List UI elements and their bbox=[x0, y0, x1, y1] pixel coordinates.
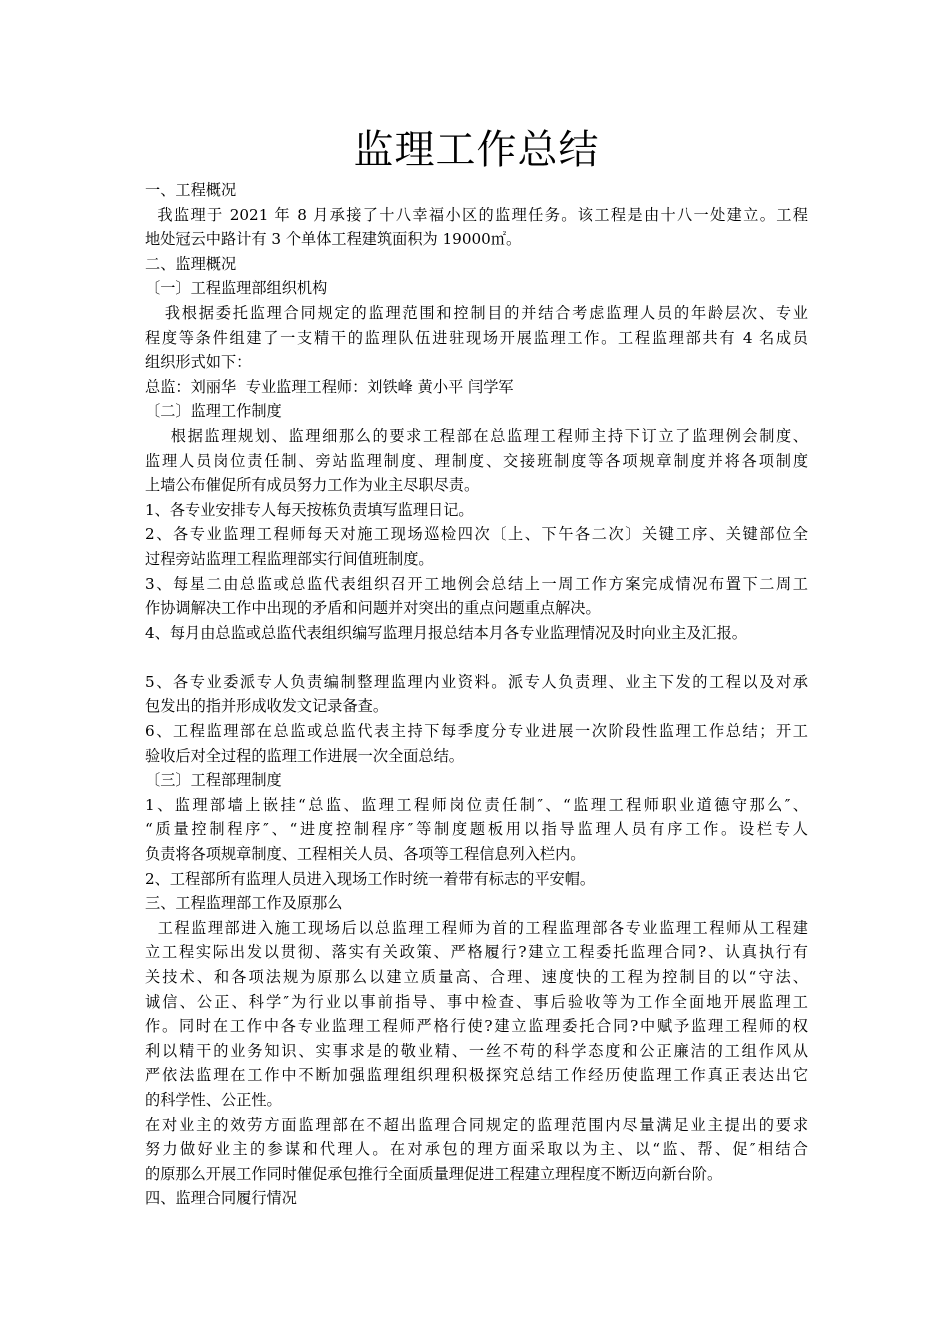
text-line: 〔三〕工程部理制度 bbox=[145, 771, 282, 790]
text-line: 程度等条件组建了一支精干的监理队伍进驻现场开展监理工作。工程监理部共有 4 名成员 bbox=[145, 328, 808, 347]
text-line: 三、工程监理部工作及原那么 bbox=[145, 894, 343, 913]
text-line: 总监：刘丽华 专业监理工程师：刘铁峰 黄小平 闫学军 bbox=[145, 377, 514, 396]
text-line: 过程旁站监理工程监理部实行间值班制度。 bbox=[145, 549, 434, 568]
text-line: 诚信、公正、科学″为行业以事前指导、事中检查、事后验收等为工作全面地开展监理工 bbox=[145, 992, 808, 1011]
text-line: 严依法监理在工作中不断加强监理组织理积极探究总结工作经历使监理工作真正表达出它 bbox=[145, 1066, 808, 1085]
text-line: 我根据委托监理合同规定的监理范围和控制目的并结合考虑监理人员的年龄层次、专业 bbox=[145, 303, 808, 322]
text-line: 监理人员岗位责任制、旁站监理制度、理制度、交接班制度等各项规章制度并将各项制度 bbox=[145, 451, 808, 470]
text-line: 负责将各项规章制度、工程相关人员、各项等工程信息列入栏内。 bbox=[145, 845, 586, 864]
text-line: 立工程实际出发以贯彻、落实有关政策、严格履行?建立工程委托监理合同?、认真执行有 bbox=[145, 943, 808, 962]
text-line: 作协调解决工作中出现的矛盾和问题并对突出的重点问题重点解决。 bbox=[145, 599, 601, 618]
text-line: 的原那么开展工作同时催促承包推行全面质量理促进工程建立理程度不断迈向新台阶。 bbox=[145, 1164, 723, 1183]
text-line: 〔二〕监理工作制度 bbox=[145, 402, 282, 421]
text-line: 二、监理概况 bbox=[145, 254, 237, 273]
text-line: 地处冠云中路计有 3 个单体工程建筑面积为 19000㎡。 bbox=[145, 230, 522, 249]
text-line: 工程监理部进入施工现场后以总监理工程师为首的工程监理部各专业监理工程师从工程建 bbox=[145, 918, 808, 937]
text-line: 上墙公布催促所有成员努力工作为业主尽职尽责。 bbox=[145, 476, 480, 495]
text-line: 关技术、和各项法规为原那么以建立质量高、合理、速度快的工程为控制目的以“守法、 bbox=[145, 968, 808, 986]
text-line: 4、每月由总监或总监代表组织编写监理月报总结本月各专业监理情况及时向业主及汇报。 bbox=[145, 623, 747, 642]
document-title: 监理工作总结 bbox=[353, 127, 600, 173]
text-line: 组织形式如下： bbox=[145, 353, 252, 372]
text-line: 1、监理部墙上嵌挂“总监、监理工程师岗位责任制″、“监理工程师职业道德守那么″、 bbox=[145, 795, 808, 814]
document-body bbox=[145, 178, 808, 1211]
text-line: 努力做好业主的参谋和代理人。在对承包的理方面采取以为主、以“监、帮、促″相结合 bbox=[145, 1140, 808, 1159]
document-page bbox=[145, 122, 808, 1211]
text-line: 作。同时在工作中各专业监理工程师严格行使?建立监理委托合同?中赋予监理工程师的权 bbox=[145, 1017, 808, 1036]
text-line: 包发出的指并形成收发文记录备查。 bbox=[145, 697, 388, 716]
text-line: 利以精干的业务知识、实事求是的敬业精、一丝不苟的科学态度和公正廉洁的工组作风从 bbox=[145, 1041, 808, 1060]
text-line: 1、各专业安排专人每天按栋负责填写监理日记。 bbox=[145, 500, 474, 519]
text-line: 我监理于 2021 年 8 月承接了十八幸福小区的监理任务。该工程是由十八一处建立。工程 bbox=[145, 205, 808, 224]
text-line: 2、工程部所有监理人员进入现场工作时统一着带有标志的平安帽。 bbox=[145, 869, 596, 888]
text-line: 验收后对全过程的监理工作进展一次全面总结。 bbox=[145, 746, 464, 765]
text-line: 一、工程概况 bbox=[145, 181, 237, 199]
text-line bbox=[145, 645, 808, 670]
text-line: 的科学性、公正性。 bbox=[145, 1090, 282, 1109]
text-line: 6、工程监理部在总监或总监代表主持下每季度分专业进展一次阶段性监理工作总结；开工 bbox=[145, 722, 808, 741]
text-line: 5、各专业委派专人负责编制整理监理内业资料。派专人负责理、业主下发的工程以及对承 bbox=[145, 672, 808, 691]
text-line: 在对业主的效劳方面监理部在不超出监理合同规定的监理范围内尽量满足业主提出的要求 bbox=[145, 1115, 808, 1134]
text-line: 3、每星二由总监或总监代表组织召开工地例会总结上一周工作方案完成情况布置下二周工 bbox=[145, 574, 808, 593]
text-line: 四、监理合同履行情况 bbox=[145, 1189, 297, 1208]
text-line: 根据监理规划、监理细那么的要求工程部在总监理工程师主持下订立了监理例会制度、 bbox=[145, 426, 808, 445]
text-line: 〔一〕工程监理部组织机构 bbox=[145, 279, 328, 298]
text-line: “质量控制程序″、“进度控制程序″等制度题板用以指导监理人员有序工作。设栏专人 bbox=[145, 820, 808, 839]
text-line: 2、各专业监理工程师每天对施工现场巡检四次〔上、下午各二次〕关键工序、关键部位全 bbox=[145, 525, 808, 544]
